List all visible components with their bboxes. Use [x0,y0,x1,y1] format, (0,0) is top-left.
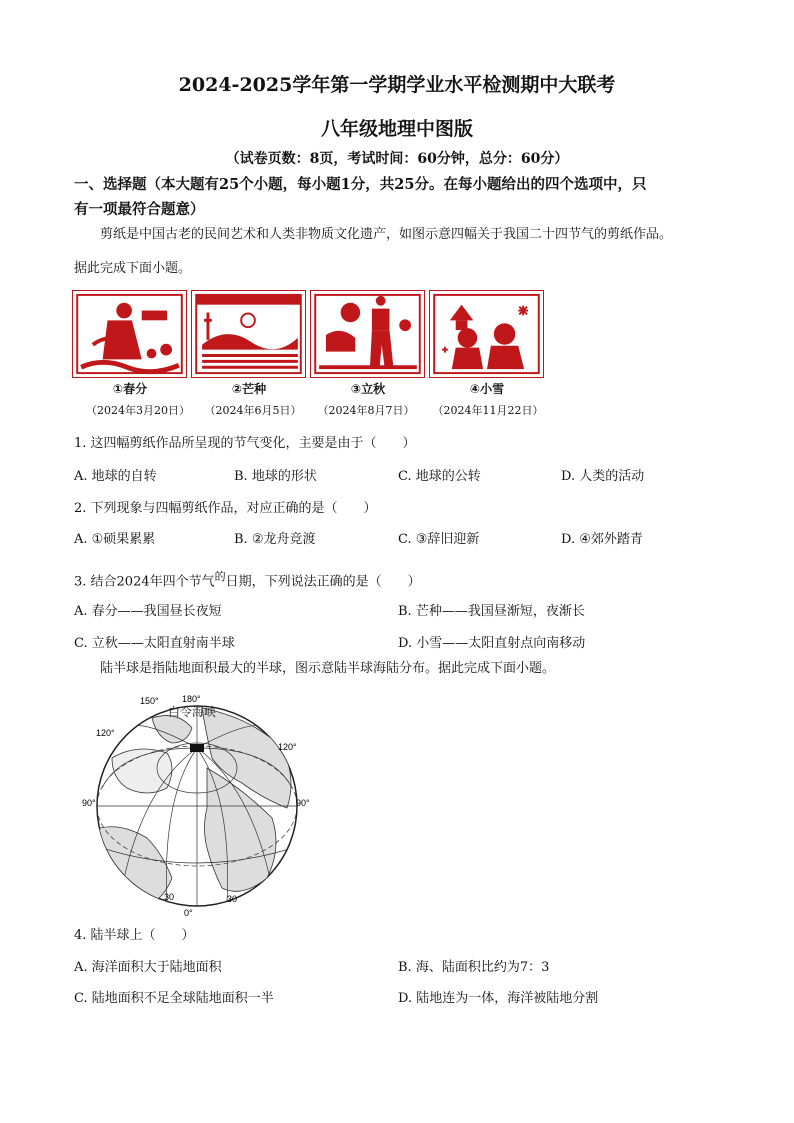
q2-option-c[interactable]: C. ③辞旧迎新 [398,532,480,547]
q3-option-c[interactable]: C. 立秋——太阳直射南半球 [74,636,235,651]
lon-90-right-label: 90° [296,798,310,808]
q2-option-d[interactable]: D. ④郊外踏青 [561,532,643,547]
papercut-caption-2: ②芒种 [231,382,267,396]
q4-option-d[interactable]: D. 陆地连为一体，海洋被陆地分割 [398,991,599,1006]
lon-90-left-label: 90° [82,798,96,808]
q3-stem-sup: 的 [214,570,226,583]
papercut-caption-1: ①春分 [112,382,148,396]
bering-strait-label: 白令海峡 [168,705,217,719]
lat-30-left-label: 30 [164,892,175,902]
q3-stem-part2: 日期，下列说法正确的是（ ） [225,574,421,590]
q1-option-a[interactable]: A. 地球的自转 [74,469,157,484]
q3-option-a[interactable]: A. 春分——我国昼长夜短 [74,604,222,619]
papercut-date-1: （2024年3月20日） [86,404,190,417]
papercut-mangzhong-image [191,290,306,378]
exam-subtitle: 八年级地理中图版 [320,118,473,140]
q3-stem-part1: 3. 结合2024年四个节气 [74,574,215,590]
papercut-date-3: （2024年8月7日） [317,404,415,417]
lon-120-left-label: 120° [96,728,115,738]
lon-120-right-label: 120° [278,742,297,752]
q2-option-b[interactable]: B. ②龙舟竞渡 [234,532,316,547]
question-2-stem: 2. 下列现象与四幅剪纸作品，对应正确的是（ ） [74,501,377,516]
intro-1-line2: 据此完成下面小题。 [74,261,192,276]
q4-option-c[interactable]: C. 陆地面积不足全球陆地面积一半 [74,991,274,1006]
q2-option-a[interactable]: A. ①硕果累累 [74,532,156,547]
intro-paragraph-2: 陆半球是指陆地面积最大的半球，图示意陆半球海陆分布。据此完成下面小题。 [100,661,556,676]
papercut-chunfen-image [72,290,187,378]
papercut-date-2: （2024年6月5日） [204,404,302,417]
lon-150-label: 150° [140,696,159,706]
papercut-date-4: （2024年11月22日） [432,404,544,417]
exam-info: （试卷页数：8页，考试时间：60分钟，总分：60分） [225,151,569,167]
q1-option-b[interactable]: B. 地球的形状 [234,469,317,484]
papercut-caption-4: ④小雪 [469,382,505,396]
papercut-liqiu-image [310,290,425,378]
question-4-stem: 4. 陆半球上（ ） [74,928,195,943]
q1-option-c[interactable]: C. 地球的公转 [398,469,481,484]
q4-option-a[interactable]: A. 海洋面积大于陆地面积 [74,960,222,975]
q3-option-b[interactable]: B. 芒种——我国昼渐短，夜渐长 [398,604,585,619]
question-3-stem [74,568,421,589]
papercut-figures [72,290,544,378]
papercut-xiaoxue-image [429,290,544,378]
exam-title: 2024-2025学年第一学期学业水平检测期中大联考 [178,74,616,96]
q4-option-b[interactable]: B. 海、陆面积比约为7：3 [398,960,550,975]
lat-30-right-label: 30 [227,894,238,904]
q1-option-d[interactable]: D. 人类的活动 [561,469,645,484]
q3-option-d[interactable]: D. 小雪——太阳直射点向南移动 [398,636,586,651]
lon-0-label: 0° [184,908,193,918]
section-heading-line1: 一、选择题（本大题有25个小题，每小题1分，共25分。在每小题给出的四个选项中，只 [74,176,647,193]
papercut-caption-3: ③立秋 [350,382,386,396]
section-heading [74,172,734,222]
lon-180-label: 180° [182,694,201,704]
question-1-stem: 1. 这四幅剪纸作品所呈现的节气变化，主要是由于（ ） [74,436,416,451]
intro-1-line1: 剪纸是中国古老的民间艺术和人类非物质文化遗产，如图示意四幅关于我国二十四节气的剪纸作品。 [100,227,673,242]
intro-paragraph-1 [74,218,734,286]
section-heading-line2: 有一项最符合题意） [74,201,205,218]
land-hemisphere-map [82,688,312,918]
